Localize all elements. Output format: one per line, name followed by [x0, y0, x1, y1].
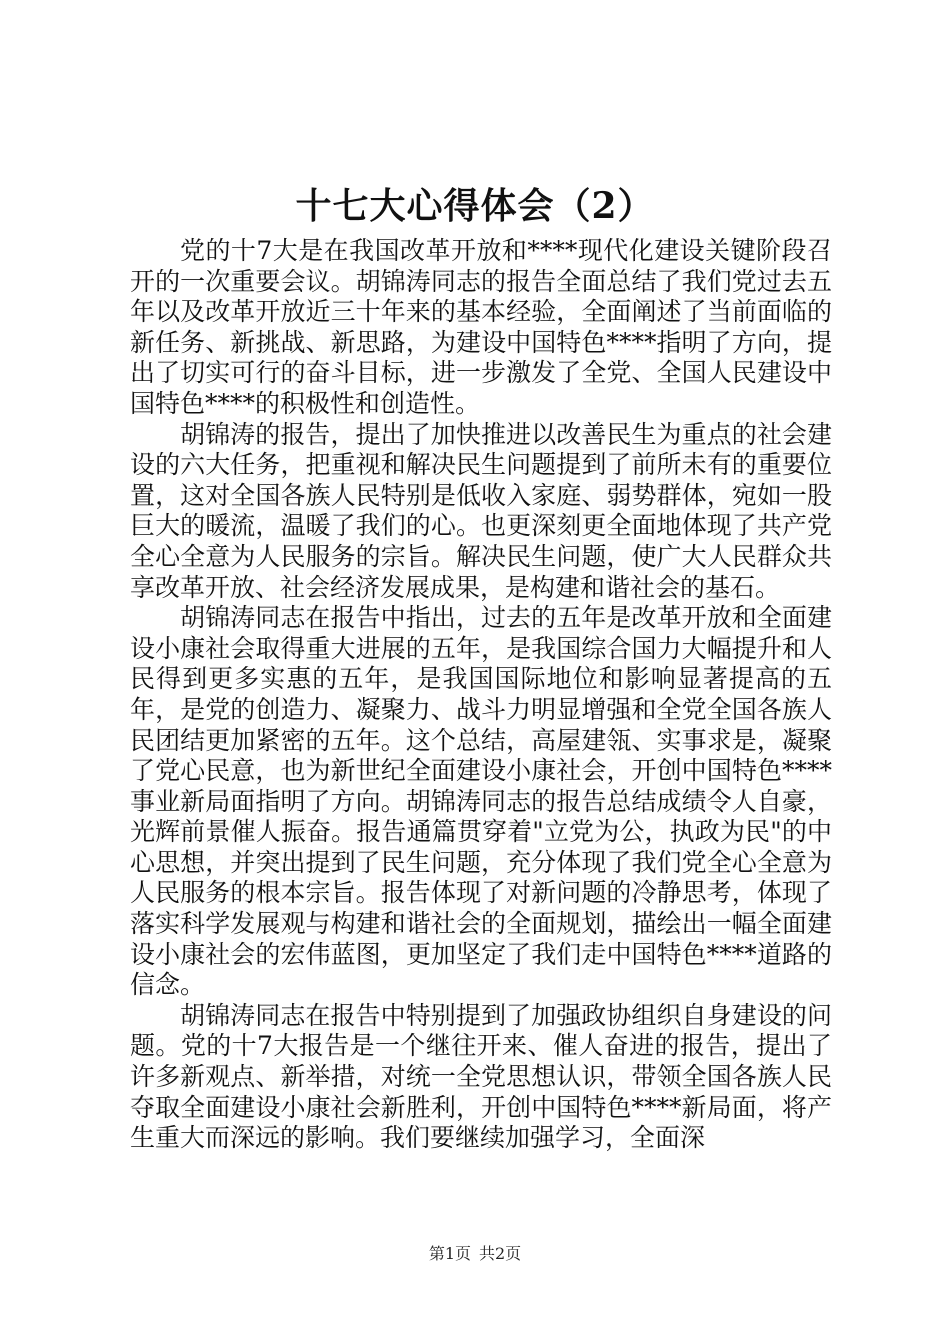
- page-footer: [0, 1243, 950, 1265]
- paragraph: 党的十7大是在我国改革开放和****现代化建设关键阶段召开的一次重要会议。胡锦涛同志的报告全面总结了我们党过去五年以及改革开放近三十年来的基本经验，全面阐述了当前面临的新任务、新挑战、新思路，为建设中国特色****指明了方向，提出了切实可行的奋斗目标，进一步激发了全党、全国人民建设中国特色****的积极性和创造性。: [130, 236, 832, 418]
- document-title: 十七大心得体会（2）: [295, 185, 655, 227]
- document-body: [130, 236, 832, 1154]
- page-total: 共2页: [479, 1244, 522, 1263]
- page-number: 第1页: [428, 1244, 471, 1263]
- paragraph: 胡锦涛同志在报告中指出，过去的五年是改革开放和全面建设小康社会取得重大进展的五年，是我国综合国力大幅提升和人民得到更多实惠的五年，是我国国际地位和影响显著提高的五年，是党的创造力、凝聚力、战斗力明显增强和全党全国各族人民团结更加紧密的五年。这个总结，高屋建瓴、实事求是，凝聚了党心民意，也为新世纪全面建设小康社会，开创中国特色****事业新局面指明了方向。胡锦涛同志的报告总结成绩令人自豪，光辉前景催人振奋。报告通篇贯穿着"立党为公，执政为民"的中心思想，并突出提到了民生问题，充分体现了我们党全心全意为人民服务的根本宗旨。报告体现了对新问题的冷静思考，体现了落实科学发展观与构建和谐社会的全面规划，描绘出一幅全面建设小康社会的宏伟蓝图，更加坚定了我们走中国特色****道路的信念。: [130, 603, 832, 1000]
- paragraph: 胡锦涛的报告，提出了加快推进以改善民生为重点的社会建设的六大任务，把重视和解决民生问题提到了前所未有的重要位置，这对全国各族人民特别是低收入家庭、弱势群体，宛如一股巨大的暖流，温暖了我们的心。也更深刻更全面地体现了共产党全心全意为人民服务的宗旨。解决民生问题，使广大人民群众共享改革开放、社会经济发展成果，是构建和谐社会的基石。: [130, 419, 832, 602]
- paragraph: 胡锦涛同志在报告中特别提到了加强政协组织自身建设的问题。党的十7大报告是一个继往开来、催人奋进的报告，提出了许多新观点、新举措，对统一全党思想认识，带领全国各族人民夺取全面建设小康社会新胜利，开创中国特色****新局面，将产生重大而深远的影响。我们要继续加强学习，全面深: [130, 1000, 832, 1153]
